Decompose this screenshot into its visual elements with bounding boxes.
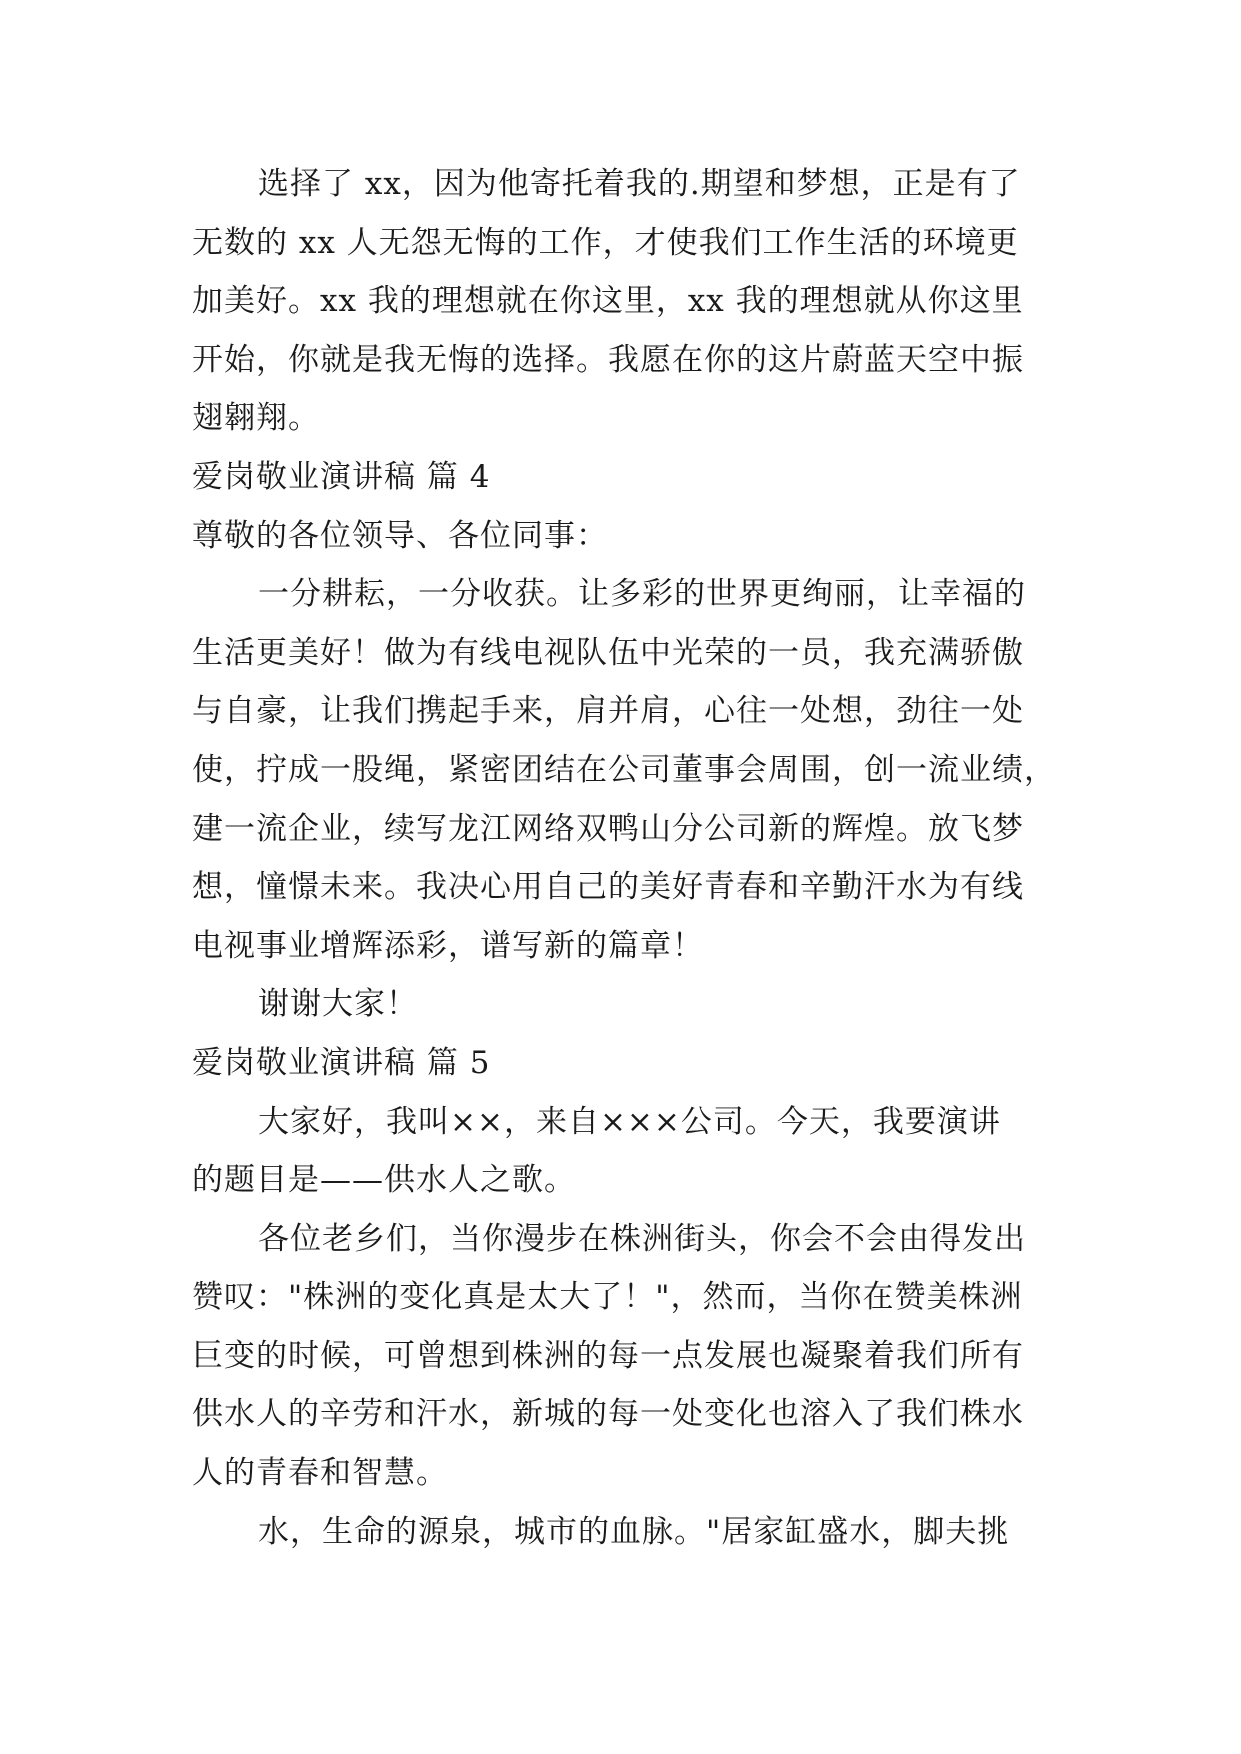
- closing-line: 谢谢大家！: [258, 986, 418, 1023]
- paragraph-line: 翅翱翔。: [192, 400, 320, 437]
- paragraph-line: 大家好，我叫××，来自×××公司。今天，我要演讲: [258, 1103, 1001, 1140]
- paragraph-line: 加美好。xx 我的理想就在你这里，xx 我的理想就从你这里: [192, 283, 1024, 320]
- paragraph-line: 各位老乡们，当你漫步在株洲街头，你会不会由得发出: [258, 1220, 1026, 1257]
- paragraph-line: 人的青春和智慧。: [192, 1455, 448, 1492]
- salutation: 尊敬的各位领导、各位同事：: [192, 517, 608, 554]
- paragraph-line: 选择了 xx，因为他寄托着我的.期望和梦想，正是有了: [258, 166, 1021, 202]
- paragraph-line: 供水人的辛劳和汗水，新城的每一处变化也溶入了我们株水: [192, 1396, 1024, 1433]
- paragraph-line: 无数的 xx 人无怨无悔的工作，才使我们工作生活的环境更: [192, 224, 1019, 261]
- paragraph-line: 建一流企业，续写龙江网络双鸭山分公司新的辉煌。放飞梦: [192, 810, 1024, 847]
- section-heading: 爱岗敬业演讲稿 篇 5: [192, 1044, 491, 1081]
- section-heading: 爱岗敬业演讲稿 篇 4: [192, 458, 491, 495]
- paragraph-line: 巨变的时候，可曾想到株洲的每一点发展也凝聚着我们所有: [192, 1337, 1024, 1374]
- paragraph-line: 电视事业增辉添彩，谱写新的篇章！: [192, 927, 704, 964]
- paragraph-line: 一分耕耘，一分收获。让多彩的世界更绚丽，让幸福的: [258, 576, 1026, 613]
- paragraph-line: 开始，你就是我无悔的选择。我愿在你的这片蔚蓝天空中振: [192, 341, 1024, 378]
- paragraph-line: 水，生命的源泉，城市的血脉。"居家缸盛水，脚夫挑: [258, 1513, 1010, 1550]
- paragraph-line: 想，憧憬未来。我决心用自己的美好青春和辛勤汗水为有线: [192, 869, 1024, 906]
- paragraph-line: 使，拧成一股绳，紧密团结在公司董事会周围，创一流业绩，: [192, 751, 1056, 788]
- paragraph-line: 与自豪，让我们携起手来，肩并肩，心往一处想，劲往一处: [192, 693, 1024, 730]
- paragraph-line: 的题目是——供水人之歌。: [192, 1162, 576, 1199]
- paragraph-line: 赞叹："株洲的变化真是太大了！"，然而，当你在赞美株洲: [192, 1279, 1023, 1316]
- paragraph-line: 生活更美好！做为有线电视队伍中光荣的一员，我充满骄傲: [192, 634, 1024, 671]
- document-page: [192, 155, 1056, 1561]
